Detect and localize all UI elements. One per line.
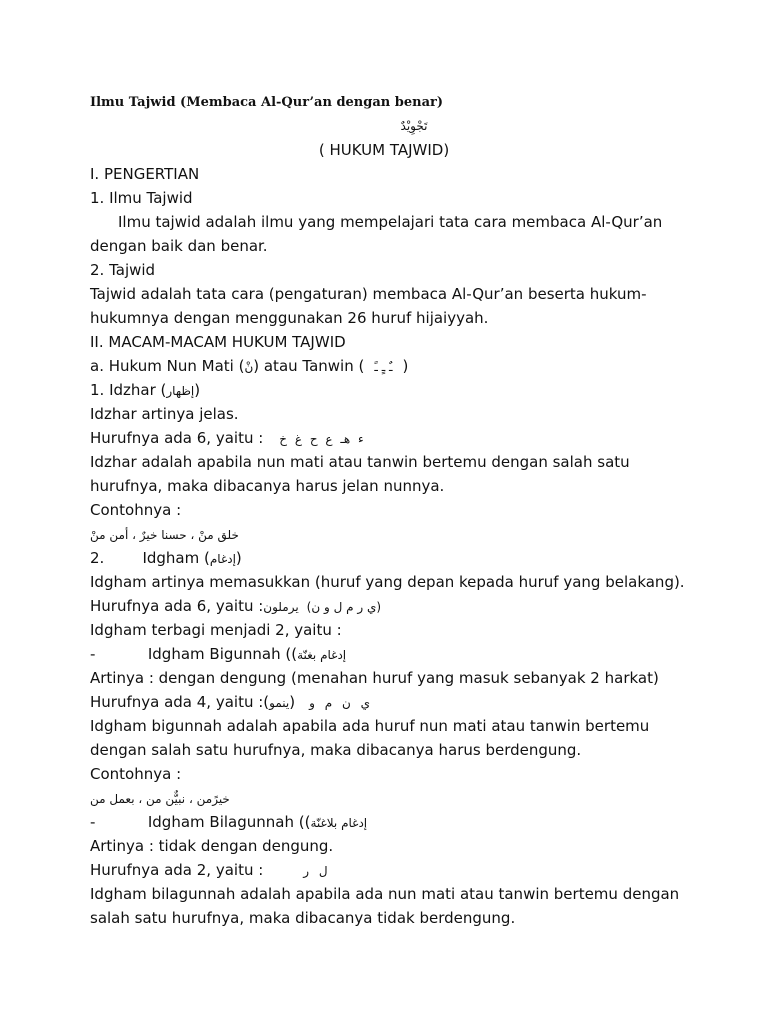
subheading-ilmu-tajwid: 1. Ilmu Tajwid xyxy=(90,189,193,207)
paragraph-line: dengan salah satu hurufnya, maka dibacanya harus berdengung. xyxy=(90,741,582,759)
paragraph-line: Idgham artinya memasukkan (huruf yang depan kepada huruf yang belakang). xyxy=(90,573,685,591)
subheading-nun-mati: a. Hukum Nun Mati (نْ) atau Tanwin ( ـٌ ـٍ ـً ) xyxy=(90,357,409,375)
paragraph-line: Tajwid adalah tata cara (pengaturan) membaca Al-Qur’an beserta hukum- xyxy=(90,285,647,303)
paragraph-line: Ilmu tajwid adalah ilmu yang mempelajari tata cara membaca Al-Qur’an xyxy=(118,213,663,231)
section-heading-pengertian: I. PENGERTIAN xyxy=(90,165,200,183)
paragraph-line: Artinya : dengan dengung (menahan huruf yang masuk sebanyak 2 harkat) xyxy=(90,669,659,687)
huruf-line: Hurufnya ada 4, yaitu :(ينمو) ي ن م و xyxy=(90,693,370,711)
main-heading: ( HUKUM TAJWID) xyxy=(318,141,450,159)
subheading-tajwid: 2. Tajwid xyxy=(90,261,156,279)
paragraph-line: Idzhar artinya jelas. xyxy=(90,405,239,423)
paragraph-line: Idgham bilagunnah adalah apabila ada nun mati atau tanwin bertemu dengan xyxy=(90,885,680,903)
paragraph-line: salah satu hurufnya, maka dibacanya tidak berdengung. xyxy=(90,909,516,927)
example-label: Contohnya : xyxy=(90,765,182,783)
subheading-idgham: 2. Idgham (إدغام) xyxy=(90,549,242,567)
huruf-line: Hurufnya ada 6, yaitu :يرملون (ي ر م ل و ن) xyxy=(90,597,382,615)
paragraph-line: Artinya : tidak dengan dengung. xyxy=(90,837,334,855)
huruf-line: Hurufnya ada 2, yaitu : ل ر xyxy=(90,861,328,879)
paragraph-line: hukumnya dengan menggunakan 26 huruf hijaiyyah. xyxy=(90,309,489,327)
paragraph-line: Idgham terbagi menjadi 2, yaitu : xyxy=(90,621,342,639)
paragraph-line: hurufnya, maka dibacanya harus jelan nunnya. xyxy=(90,477,445,495)
paragraph-line: Idzhar adalah apabila nun mati atau tanwin bertemu dengan salah satu xyxy=(90,453,630,471)
document-title: Ilmu Tajwid (Membaca Al-Qur’an dengan benar) xyxy=(90,95,443,110)
huruf-line: Hurufnya ada 6, yaitu : ء هـ ع ح غ خ xyxy=(90,429,364,447)
example-label: Contohnya : xyxy=(90,501,182,519)
example-arabic: خيرًمن ، نبيٌّن من ، بعمل من xyxy=(90,792,230,806)
subheading-idzhar: 1. Idzhar (إظهار) xyxy=(90,381,201,399)
paragraph-line: dengan baik dan benar. xyxy=(90,237,268,255)
arabic-heading: تَجْوِيْدٌ xyxy=(400,119,428,133)
subheading-bilagunnah: - Idgham Bilagunnah ((إدغام بلاغنّة xyxy=(90,813,368,831)
example-arabic: خلق منْ ، حسنا خيرٌ ، أمن منْ xyxy=(90,528,239,542)
subheading-bigunnah: - Idgham Bigunnah ((إدغام بغنّة xyxy=(90,645,347,663)
section-heading-macam: II. MACAM-MACAM HUKUM TAJWID xyxy=(90,333,346,351)
paragraph-line: Idgham bigunnah adalah apabila ada huruf nun mati atau tanwin bertemu xyxy=(90,717,650,735)
